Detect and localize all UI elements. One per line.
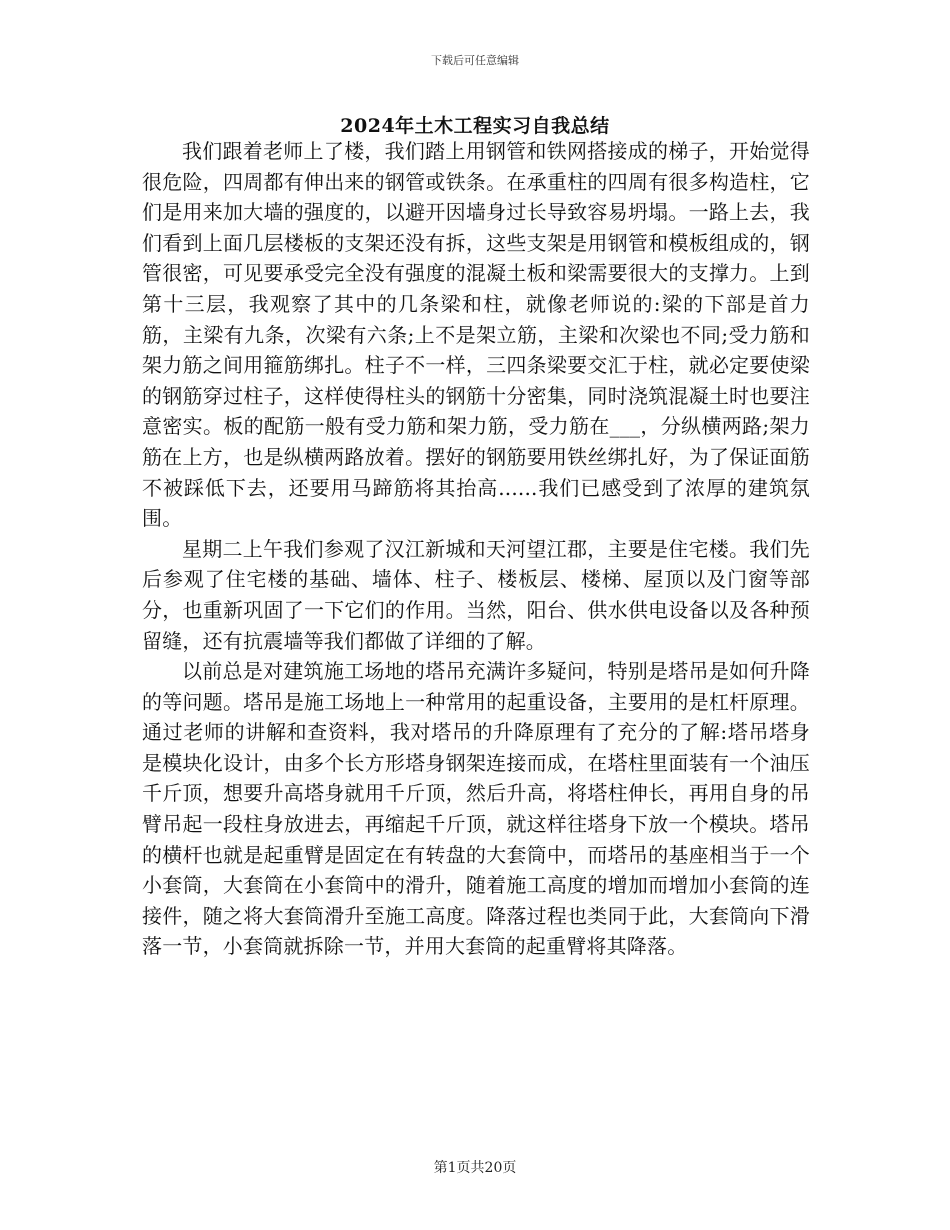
header-note: 下载后可任意编辑 [431,54,519,67]
body-paragraph: 以前总是对建筑施工场地的塔吊充满许多疑问，特别是塔吊是如何升降的等问题。塔吊是施工场地上一种常用的起重设备，主要用的是杠杆原理。通过老师的讲解和查资料，我对塔吊的升降原理有了充分的了解:塔吊塔身是模块化设计，由多个长方形塔身钢架连接而成，在塔柱里面装有一个油压千斤顶，想要升高塔身就用千斤顶，然后升高，将塔柱伸长，再用自身的吊臂吊起一段柱身放进去，再缩起千斤顶，就这样往塔身下放一个模块。塔吊的横杆也就是起重臂是固定在有转盘的大套筒中，而塔吊的基座相当于一个小套筒，大套筒在小套筒中的滑升，随着施工高度的增加而增加小套筒的连接件，随之将大套筒滑升至施工高度。降落过程也类同于此，大套筒向下滑落一节，小套筒就拆除一节，并用大套筒的起重臂将其降落。 [142,659,810,959]
page-number-footer: 第1页共20页 [433,1160,517,1176]
document-title: 2024年土木工程实习自我总结 [340,115,610,137]
body-paragraph: 星期二上午我们参观了汉江新城和天河望江郡，主要是住宅楼。我们先后参观了住宅楼的基础、墙体、柱子、楼板层、楼梯、屋顶以及门窗等部分，也重新巩固了一下它们的作用。当然，阳台、供水供电设备以及各种预留缝，还有抗震墙等我们都做了详细的了解。 [142,536,810,653]
document-body [142,136,810,962]
body-paragraph: 我们跟着老师上了楼，我们踏上用钢管和铁网搭接成的梯子，开始觉得很危险，四周都有伸出来的钢管或铁条。在承重柱的四周有很多构造柱，它们是用来加大墙的强度的，以避开因墙身过长导致容易坍塌。一路上去，我们看到上面几层楼板的支架还没有拆，这些支架是用钢管和模板组成的，钢管很密，可见要承受完全没有强度的混凝土板和梁需要很大的支撑力。上到第十三层，我观察了其中的几条梁和柱，就像老师说的:梁的下部是首力筋，主梁有九条，次梁有六条;上不是架立筋，主梁和次梁也不同;受力筋和架力筋之间用箍筋绑扎。柱子不一样，三四条梁要交汇于柱，就必定要使梁的钢筋穿过柱子，这样使得柱头的钢筋十分密集，同时浇筑混凝土时也要注意密实。板的配筋一般有受力筋和架力筋，受力筋在___，分纵横两路;架力筋在上方，也是纵横两路放着。摆好的钢筋要用铁丝绑扎好，为了保证面筋不被踩低下去，还要用马蹄筋将其抬高......我们已感受到了浓厚的建筑氛围。 [142,139,810,531]
